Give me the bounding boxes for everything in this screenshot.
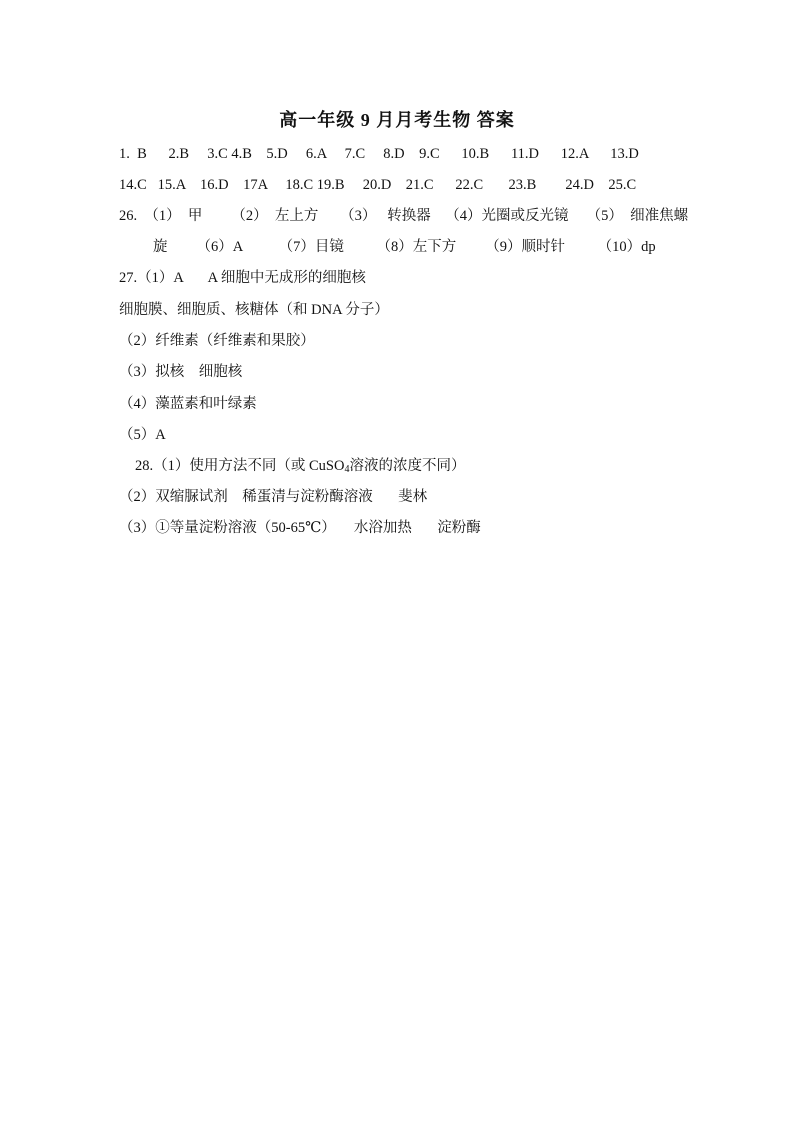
answer-line-27-3: （3）拟核 细胞核 (119, 364, 243, 380)
answer-line-28-2: （2）双缩脲试剂 稀蛋清与淀粉酶溶液 斐林 (119, 489, 428, 505)
answer-line-26a: 26. （1） 甲 （2） 左上方 （3） 转换器 （4）光圈或反光镜 （5） 细准焦螺 (119, 208, 689, 224)
answer-line-28-1 (135, 456, 465, 480)
answer-line-28-3: （3）①等量淀粉溶液（50-65℃） 水浴加热 淀粉酶 (119, 520, 481, 536)
answer-line-27-2: （2）纤维素（纤维素和果胶） (119, 333, 315, 349)
q28-prefix: 28.（1）使用方法不同（或 CuSO (135, 458, 345, 474)
answer-line-26b: 旋 （6）A （7）目镜 （8）左下方 （9）顺时针 （10）dp (153, 239, 656, 255)
answer-line-27-5: （5）A (119, 427, 166, 443)
answer-line-1: 1. B 2.B 3.C 4.B 5.D 6.A 7.C 8.D 9.C 10.B 11.D 12.A 13.D (119, 146, 639, 162)
page-title: 高一年级 9 月月考生物 答案 (279, 110, 515, 130)
q28-subscript: 4 (344, 464, 350, 475)
answer-line-27-1: 27.（1）A A 细胞中无成形的细胞核 (119, 270, 366, 286)
answer-line-2: 14.C 15.A 16.D 17A 18.C 19.B 20.D 21.C 22.C 23.B 24.D 25.C (119, 177, 637, 193)
answer-line-27-1b: 细胞膜、细胞质、核糖体（和 DNA 分子） (119, 302, 389, 318)
q28-suffix: 溶液的浓度不同） (349, 458, 466, 474)
answer-line-27-4: （4）藻蓝素和叶绿素 (119, 396, 257, 412)
